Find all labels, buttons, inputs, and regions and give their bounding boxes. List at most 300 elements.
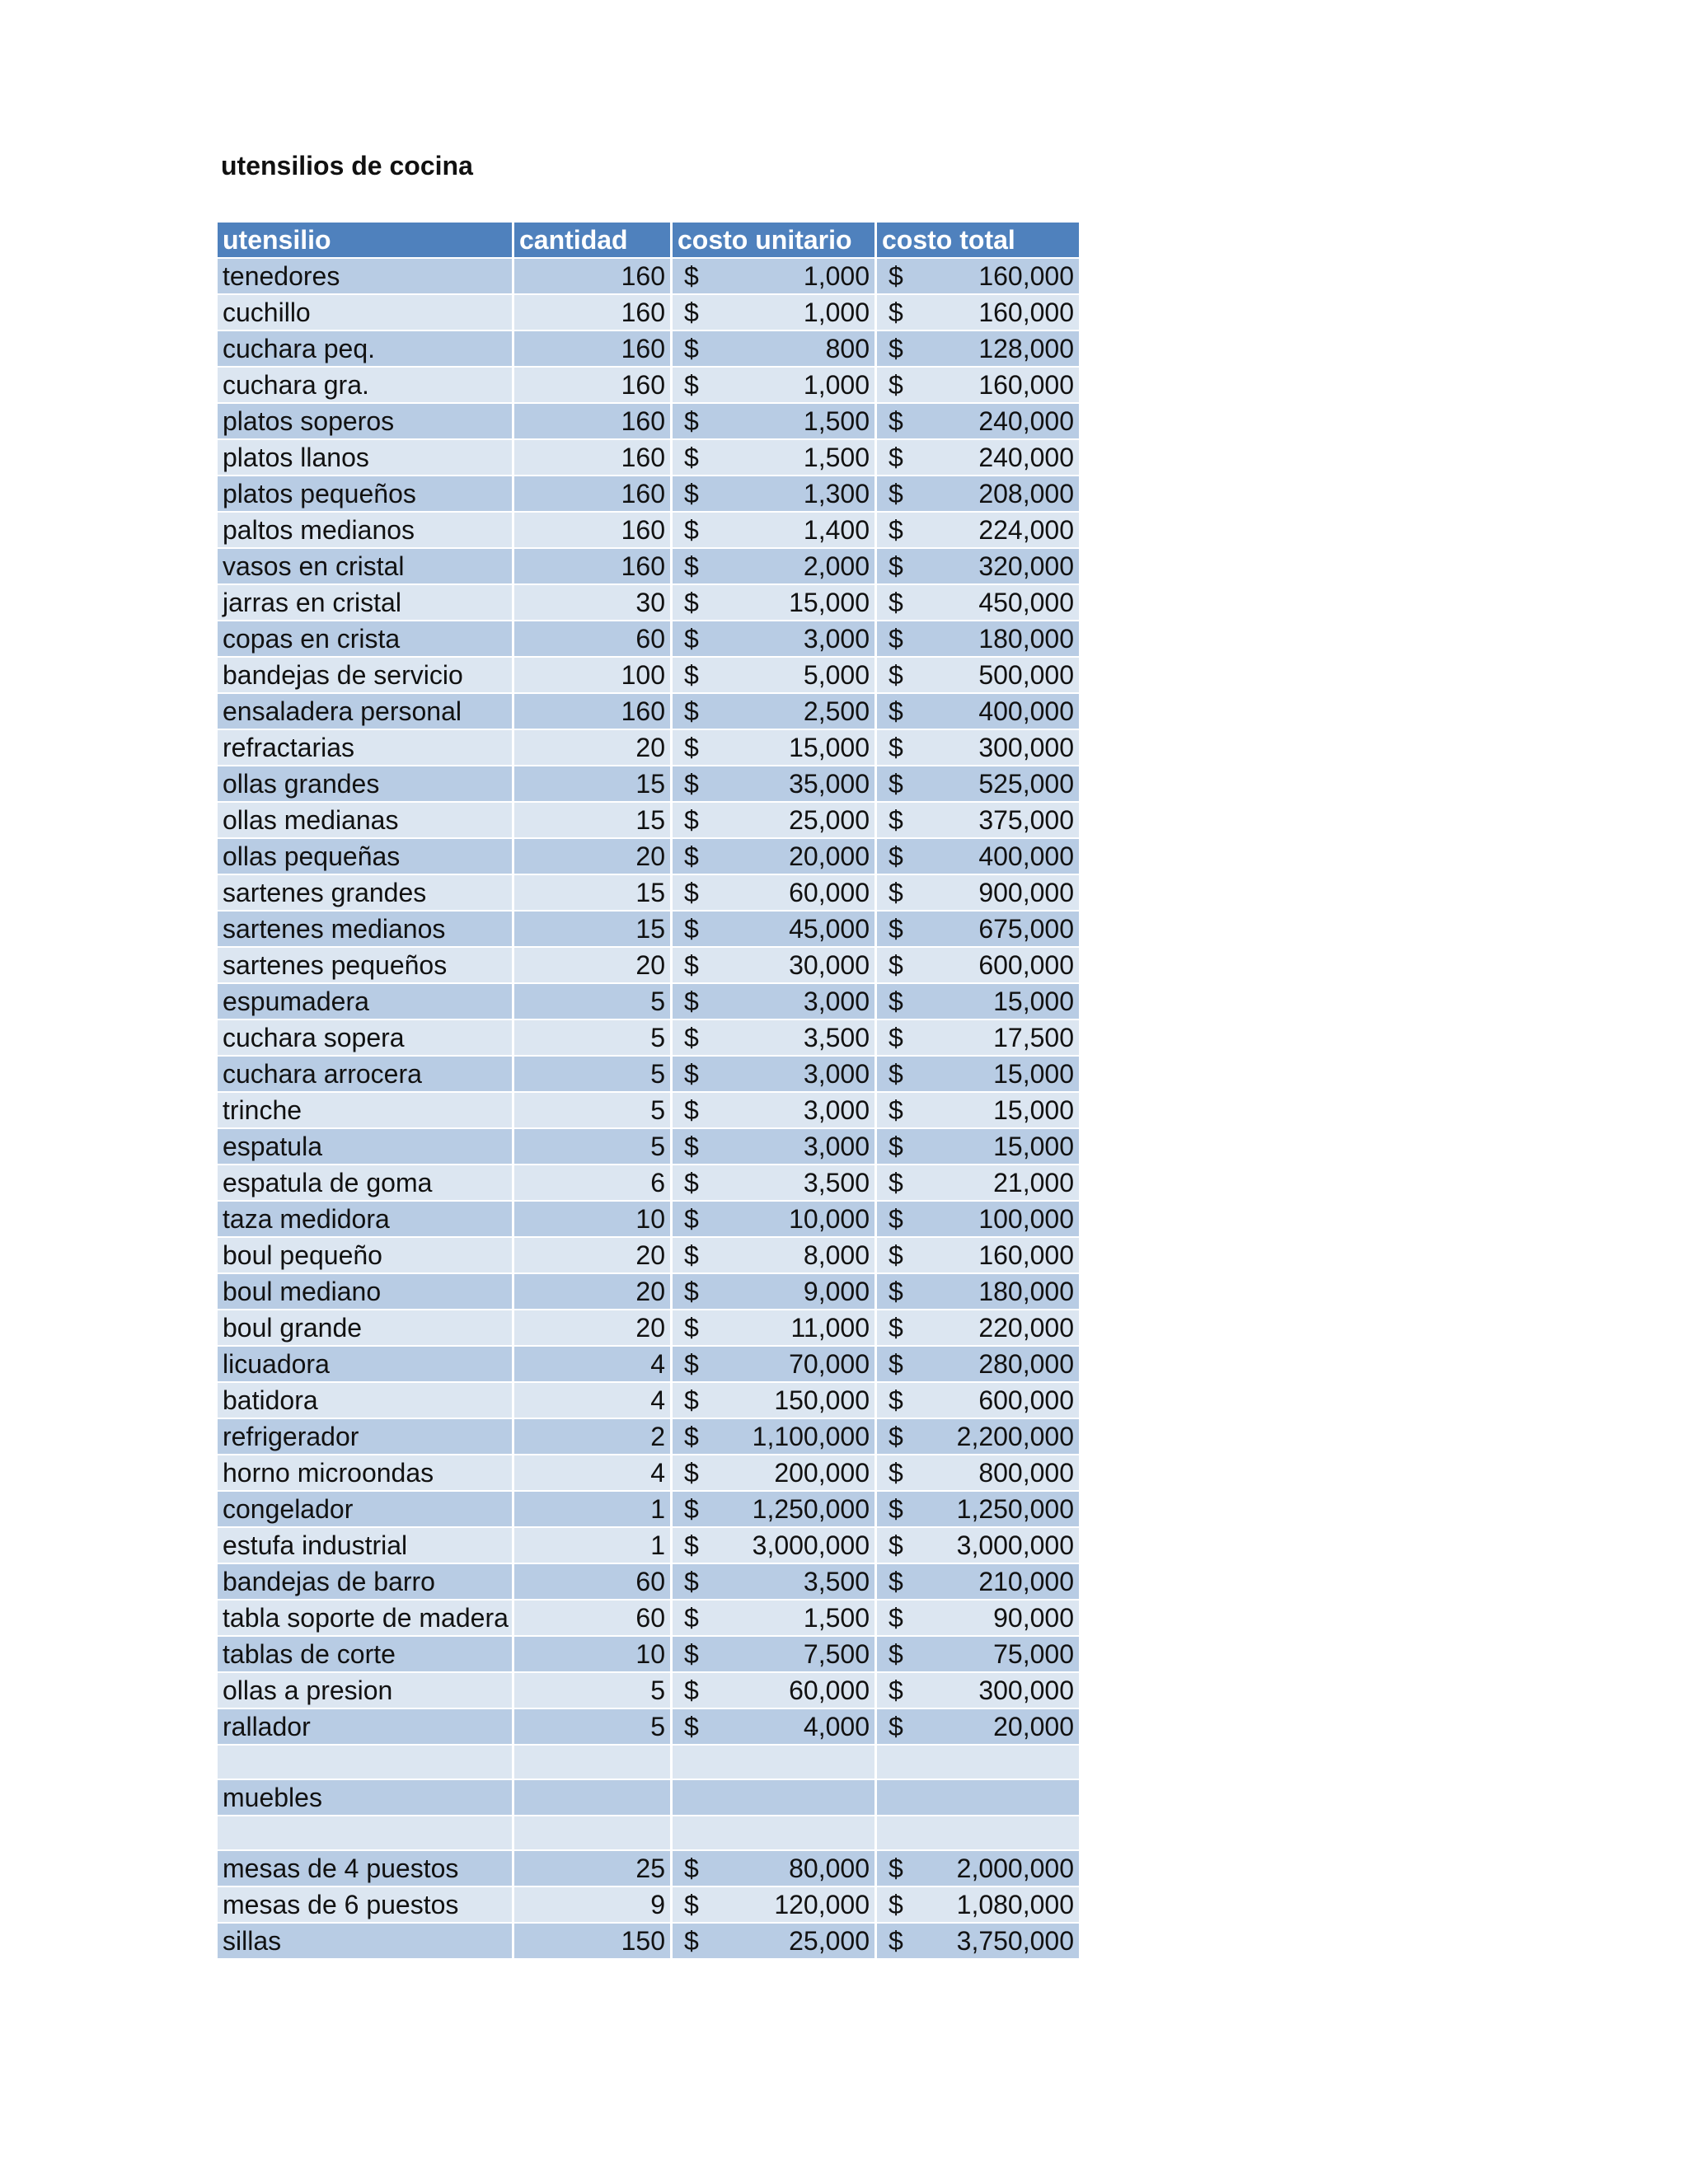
unit-cost-value: 35,000 — [789, 769, 870, 799]
cell-costo-unitario — [673, 1492, 877, 1528]
cell-utensilio: mesas de 4 puestos — [218, 1851, 514, 1887]
header-utensilio: utensilio — [218, 223, 514, 259]
cell-costo-unitario — [673, 621, 877, 658]
total-cost-value: 15,000 — [993, 1059, 1074, 1089]
table-row — [218, 1310, 1081, 1347]
cell-costo-total — [877, 912, 1081, 948]
cell-utensilio: mesas de 6 puestos — [218, 1887, 514, 1924]
cell-utensilio: refrigerador — [218, 1419, 514, 1455]
cell-cantidad: 150 — [514, 1924, 673, 1960]
cell-cantidad: 15 — [514, 912, 673, 948]
currency-symbol: $ — [684, 733, 699, 762]
cell-costo-total — [877, 766, 1081, 803]
cell-costo-total — [877, 1564, 1081, 1601]
table-row — [218, 1492, 1081, 1528]
currency-symbol: $ — [889, 1422, 903, 1451]
cell-costo-total — [877, 1780, 1081, 1816]
table-row — [218, 1709, 1081, 1746]
utensils-table — [218, 223, 1081, 1960]
total-cost-value: 128,000 — [978, 334, 1074, 363]
currency-symbol: $ — [889, 624, 903, 654]
cell-costo-total — [877, 658, 1081, 694]
cell-costo-total — [877, 1637, 1081, 1673]
table-row — [218, 658, 1081, 694]
table-row — [218, 1924, 1081, 1960]
cell-costo-total — [877, 1202, 1081, 1238]
table-row — [218, 1020, 1081, 1057]
table-row — [218, 259, 1081, 295]
table-row — [218, 839, 1081, 875]
currency-symbol: $ — [889, 1095, 903, 1125]
cell-costo-unitario — [673, 1129, 877, 1165]
table-row — [218, 1816, 1081, 1851]
unit-cost-value: 15,000 — [789, 588, 870, 617]
cell-costo-total — [877, 513, 1081, 549]
table-row — [218, 1419, 1081, 1455]
cell-costo-unitario — [673, 839, 877, 875]
cell-costo-total — [877, 1238, 1081, 1274]
currency-symbol: $ — [684, 1890, 699, 1919]
cell-costo-unitario — [673, 803, 877, 839]
cell-costo-total — [877, 1887, 1081, 1924]
cell-cantidad: 160 — [514, 513, 673, 549]
table-row — [218, 1093, 1081, 1129]
cell-costo-unitario — [673, 295, 877, 331]
cell-costo-unitario — [673, 1165, 877, 1202]
currency-symbol: $ — [889, 479, 903, 509]
currency-symbol: $ — [889, 1603, 903, 1633]
cell-utensilio: sartenes pequeños — [218, 948, 514, 984]
currency-symbol: $ — [889, 588, 903, 617]
cell-cantidad: 5 — [514, 1057, 673, 1093]
cell-utensilio — [218, 1816, 514, 1851]
currency-symbol: $ — [684, 370, 699, 400]
table-row — [218, 1057, 1081, 1093]
unit-cost-value: 3,000 — [803, 1095, 870, 1125]
table-row — [218, 295, 1081, 331]
currency-symbol: $ — [889, 841, 903, 871]
total-cost-value: 600,000 — [978, 950, 1074, 980]
cell-utensilio: trinche — [218, 1093, 514, 1129]
total-cost-value: 208,000 — [978, 479, 1074, 509]
currency-symbol: $ — [889, 1458, 903, 1488]
currency-symbol: $ — [889, 1277, 903, 1306]
cell-utensilio: ollas grandes — [218, 766, 514, 803]
cell-cantidad: 20 — [514, 948, 673, 984]
currency-symbol: $ — [684, 479, 699, 509]
currency-symbol: $ — [889, 950, 903, 980]
currency-symbol: $ — [684, 1712, 699, 1741]
unit-cost-value: 3,000 — [803, 987, 870, 1016]
cell-utensilio — [218, 1746, 514, 1780]
cell-costo-unitario — [673, 730, 877, 766]
cell-cantidad: 4 — [514, 1347, 673, 1383]
table-row — [218, 1347, 1081, 1383]
unit-cost-value: 30,000 — [789, 950, 870, 980]
unit-cost-value: 120,000 — [774, 1890, 870, 1919]
unit-cost-value: 150,000 — [774, 1385, 870, 1415]
total-cost-value: 3,750,000 — [956, 1926, 1074, 1956]
cell-costo-unitario — [673, 404, 877, 440]
currency-symbol: $ — [889, 1530, 903, 1560]
cell-costo-unitario — [673, 766, 877, 803]
cell-utensilio: platos llanos — [218, 440, 514, 476]
currency-symbol: $ — [889, 696, 903, 726]
cell-costo-unitario — [673, 1816, 877, 1851]
cell-cantidad: 20 — [514, 1274, 673, 1310]
total-cost-value: 400,000 — [978, 841, 1074, 871]
currency-symbol: $ — [889, 1926, 903, 1956]
unit-cost-value: 200,000 — [774, 1458, 870, 1488]
table-row — [218, 621, 1081, 658]
unit-cost-value: 1,400 — [803, 515, 870, 545]
table-row — [218, 1165, 1081, 1202]
cell-costo-total — [877, 803, 1081, 839]
cell-costo-unitario — [673, 948, 877, 984]
total-cost-value: 75,000 — [993, 1639, 1074, 1669]
cell-utensilio: sartenes grandes — [218, 875, 514, 912]
cell-cantidad: 5 — [514, 984, 673, 1020]
cell-cantidad: 15 — [514, 766, 673, 803]
currency-symbol: $ — [684, 1059, 699, 1089]
cell-costo-total — [877, 875, 1081, 912]
table-row — [218, 1637, 1081, 1673]
cell-utensilio: espumadera — [218, 984, 514, 1020]
currency-symbol: $ — [684, 805, 699, 835]
cell-cantidad — [514, 1746, 673, 1780]
currency-symbol: $ — [684, 1204, 699, 1234]
cell-utensilio: cuchillo — [218, 295, 514, 331]
cell-costo-unitario — [673, 331, 877, 368]
total-cost-value: 160,000 — [978, 1240, 1074, 1270]
unit-cost-value: 11,000 — [790, 1313, 870, 1343]
currency-symbol: $ — [889, 769, 903, 799]
cell-utensilio: espatula de goma — [218, 1165, 514, 1202]
cell-costo-unitario — [673, 1673, 877, 1709]
table-row — [218, 404, 1081, 440]
cell-cantidad: 60 — [514, 621, 673, 658]
cell-utensilio: sillas — [218, 1924, 514, 1960]
cell-costo-unitario — [673, 585, 877, 621]
currency-symbol: $ — [889, 1059, 903, 1089]
cell-cantidad: 25 — [514, 1851, 673, 1887]
cell-cantidad: 160 — [514, 404, 673, 440]
cell-cantidad: 5 — [514, 1093, 673, 1129]
total-cost-value: 280,000 — [978, 1349, 1074, 1379]
currency-symbol: $ — [684, 298, 699, 327]
cell-utensilio: cuchara gra. — [218, 368, 514, 404]
cell-utensilio: ollas pequeñas — [218, 839, 514, 875]
cell-costo-unitario — [673, 1887, 877, 1924]
cell-cantidad: 60 — [514, 1601, 673, 1637]
table-row — [218, 912, 1081, 948]
cell-costo-total — [877, 1274, 1081, 1310]
total-cost-value: 300,000 — [978, 733, 1074, 762]
cell-cantidad: 4 — [514, 1455, 673, 1492]
currency-symbol: $ — [889, 1712, 903, 1741]
cell-costo-unitario — [673, 1057, 877, 1093]
table-body — [218, 259, 1081, 1960]
table-row — [218, 1528, 1081, 1564]
currency-symbol: $ — [684, 334, 699, 363]
cell-cantidad: 160 — [514, 549, 673, 585]
cell-costo-unitario — [673, 1780, 877, 1816]
cell-utensilio: refractarias — [218, 730, 514, 766]
cell-utensilio: jarras en cristal — [218, 585, 514, 621]
table-row — [218, 331, 1081, 368]
total-cost-value: 800,000 — [978, 1458, 1074, 1488]
total-cost-value: 3,000,000 — [956, 1530, 1074, 1560]
cell-costo-unitario — [673, 694, 877, 730]
total-cost-value: 240,000 — [978, 406, 1074, 436]
currency-symbol: $ — [889, 1349, 903, 1379]
unit-cost-value: 5,000 — [803, 660, 870, 690]
cell-utensilio: cuchara peq. — [218, 331, 514, 368]
total-cost-value: 15,000 — [993, 1132, 1074, 1161]
currency-symbol: $ — [684, 1422, 699, 1451]
unit-cost-value: 1,250,000 — [752, 1494, 870, 1524]
total-cost-value: 20,000 — [993, 1712, 1074, 1741]
cell-costo-unitario — [673, 368, 877, 404]
currency-symbol: $ — [684, 1494, 699, 1524]
total-cost-value: 17,500 — [993, 1023, 1074, 1052]
currency-symbol: $ — [889, 1240, 903, 1270]
total-cost-value: 375,000 — [978, 805, 1074, 835]
currency-symbol: $ — [684, 1530, 699, 1560]
currency-symbol: $ — [684, 950, 699, 980]
cell-costo-total — [877, 549, 1081, 585]
cell-costo-total — [877, 259, 1081, 295]
cell-cantidad: 20 — [514, 1238, 673, 1274]
unit-cost-value: 45,000 — [789, 914, 870, 944]
cell-costo-total — [877, 476, 1081, 513]
cell-utensilio: paltos medianos — [218, 513, 514, 549]
cell-utensilio: licuadora — [218, 1347, 514, 1383]
currency-symbol: $ — [889, 370, 903, 400]
currency-symbol: $ — [889, 660, 903, 690]
table-row — [218, 440, 1081, 476]
currency-symbol: $ — [889, 298, 903, 327]
table-row — [218, 730, 1081, 766]
cell-cantidad: 15 — [514, 875, 673, 912]
cell-costo-unitario — [673, 912, 877, 948]
total-cost-value: 2,000,000 — [956, 1854, 1074, 1883]
unit-cost-value: 4,000 — [803, 1712, 870, 1741]
cell-costo-unitario — [673, 1093, 877, 1129]
total-cost-value: 900,000 — [978, 878, 1074, 907]
header-costo-unitario: costo unitario — [673, 223, 877, 259]
table-row — [218, 585, 1081, 621]
cell-cantidad: 160 — [514, 295, 673, 331]
cell-utensilio: copas en crista — [218, 621, 514, 658]
cell-utensilio: bandejas de barro — [218, 1564, 514, 1601]
cell-costo-unitario — [673, 1238, 877, 1274]
cell-costo-total — [877, 1455, 1081, 1492]
unit-cost-value: 1,000 — [803, 261, 870, 291]
cell-cantidad: 30 — [514, 585, 673, 621]
table-row — [218, 875, 1081, 912]
total-cost-value: 15,000 — [993, 1095, 1074, 1125]
cell-costo-unitario — [673, 1601, 877, 1637]
total-cost-value: 2,200,000 — [956, 1422, 1074, 1451]
cell-cantidad: 9 — [514, 1887, 673, 1924]
cell-costo-unitario — [673, 1419, 877, 1455]
cell-costo-total — [877, 1851, 1081, 1887]
cell-costo-total — [877, 404, 1081, 440]
cell-costo-unitario — [673, 1564, 877, 1601]
cell-costo-total — [877, 948, 1081, 984]
cell-costo-unitario — [673, 1528, 877, 1564]
total-cost-value: 675,000 — [978, 914, 1074, 944]
cell-costo-unitario — [673, 440, 877, 476]
currency-symbol: $ — [889, 551, 903, 581]
cell-utensilio: rallador — [218, 1709, 514, 1746]
cell-costo-unitario — [673, 1202, 877, 1238]
currency-symbol: $ — [889, 1567, 903, 1596]
currency-symbol: $ — [684, 515, 699, 545]
cell-costo-total — [877, 1709, 1081, 1746]
table-row — [218, 1851, 1081, 1887]
cell-cantidad: 15 — [514, 803, 673, 839]
total-cost-value: 450,000 — [978, 588, 1074, 617]
table-row — [218, 513, 1081, 549]
currency-symbol: $ — [684, 1675, 699, 1705]
header-cantidad: cantidad — [514, 223, 673, 259]
currency-symbol: $ — [889, 733, 903, 762]
cell-utensilio: estufa industrial — [218, 1528, 514, 1564]
table-row — [218, 1780, 1081, 1816]
unit-cost-value: 1,100,000 — [752, 1422, 870, 1451]
total-cost-value: 1,250,000 — [956, 1494, 1074, 1524]
cell-cantidad: 160 — [514, 259, 673, 295]
table-row — [218, 1601, 1081, 1637]
cell-utensilio: boul grande — [218, 1310, 514, 1347]
cell-cantidad: 60 — [514, 1564, 673, 1601]
cell-utensilio: tablas de corte — [218, 1637, 514, 1673]
cell-costo-total — [877, 331, 1081, 368]
cell-utensilio: boul pequeño — [218, 1238, 514, 1274]
cell-costo-unitario — [673, 984, 877, 1020]
cell-cantidad — [514, 1816, 673, 1851]
unit-cost-value: 1,500 — [803, 443, 870, 472]
total-cost-value: 1,080,000 — [956, 1890, 1074, 1919]
cell-cantidad: 2 — [514, 1419, 673, 1455]
unit-cost-value: 80,000 — [789, 1854, 870, 1883]
cell-costo-total — [877, 1673, 1081, 1709]
cell-cantidad — [514, 1780, 673, 1816]
currency-symbol: $ — [889, 878, 903, 907]
cell-utensilio: cuchara sopera — [218, 1020, 514, 1057]
currency-symbol: $ — [889, 515, 903, 545]
cell-cantidad: 10 — [514, 1637, 673, 1673]
unit-cost-value: 1,000 — [803, 370, 870, 400]
cell-cantidad: 5 — [514, 1709, 673, 1746]
cell-utensilio: bandejas de servicio — [218, 658, 514, 694]
total-cost-value: 220,000 — [978, 1313, 1074, 1343]
cell-utensilio: tabla soporte de madera — [218, 1601, 514, 1637]
cell-utensilio: platos pequeños — [218, 476, 514, 513]
unit-cost-value: 3,500 — [803, 1567, 870, 1596]
cell-costo-total — [877, 1924, 1081, 1960]
unit-cost-value: 3,000,000 — [752, 1530, 870, 1560]
cell-costo-total — [877, 839, 1081, 875]
cell-cantidad: 160 — [514, 694, 673, 730]
cell-costo-unitario — [673, 1020, 877, 1057]
unit-cost-value: 9,000 — [803, 1277, 870, 1306]
total-cost-value: 300,000 — [978, 1675, 1074, 1705]
unit-cost-value: 3,500 — [803, 1168, 870, 1197]
currency-symbol: $ — [889, 1854, 903, 1883]
cell-costo-total — [877, 1816, 1081, 1851]
cell-utensilio: tenedores — [218, 259, 514, 295]
cell-utensilio: sartenes medianos — [218, 912, 514, 948]
cell-cantidad: 5 — [514, 1673, 673, 1709]
cell-costo-unitario — [673, 1637, 877, 1673]
currency-symbol: $ — [889, 334, 903, 363]
cell-costo-unitario — [673, 1383, 877, 1419]
cell-cantidad: 20 — [514, 1310, 673, 1347]
unit-cost-value: 1,500 — [803, 1603, 870, 1633]
cell-cantidad: 5 — [514, 1020, 673, 1057]
table-row — [218, 766, 1081, 803]
unit-cost-value: 1,000 — [803, 298, 870, 327]
unit-cost-value: 25,000 — [789, 1926, 870, 1956]
currency-symbol: $ — [684, 406, 699, 436]
total-cost-value: 100,000 — [978, 1204, 1074, 1234]
cell-cantidad: 10 — [514, 1202, 673, 1238]
total-cost-value: 240,000 — [978, 443, 1074, 472]
total-cost-value: 21,000 — [993, 1168, 1074, 1197]
currency-symbol: $ — [889, 1494, 903, 1524]
table-row — [218, 1129, 1081, 1165]
sheet-title: utensilios de cocina — [221, 151, 473, 180]
cell-costo-unitario — [673, 1851, 877, 1887]
cell-costo-total — [877, 984, 1081, 1020]
cell-cantidad: 160 — [514, 476, 673, 513]
currency-symbol: $ — [684, 624, 699, 654]
cell-costo-total — [877, 694, 1081, 730]
currency-symbol: $ — [684, 1168, 699, 1197]
total-cost-value: 160,000 — [978, 261, 1074, 291]
unit-cost-value: 3,000 — [803, 1059, 870, 1089]
table-row — [218, 368, 1081, 404]
cell-costo-unitario — [673, 658, 877, 694]
total-cost-value: 180,000 — [978, 624, 1074, 654]
currency-symbol: $ — [684, 878, 699, 907]
cell-utensilio: boul mediano — [218, 1274, 514, 1310]
cell-costo-total — [877, 621, 1081, 658]
currency-symbol: $ — [684, 660, 699, 690]
cell-costo-total — [877, 1093, 1081, 1129]
unit-cost-value: 3,000 — [803, 624, 870, 654]
currency-symbol: $ — [684, 769, 699, 799]
currency-symbol: $ — [889, 443, 903, 472]
unit-cost-value: 7,500 — [803, 1639, 870, 1669]
table-row — [218, 1238, 1081, 1274]
total-cost-value: 500,000 — [978, 660, 1074, 690]
table-row — [218, 549, 1081, 585]
cell-costo-total — [877, 730, 1081, 766]
table-row — [218, 1746, 1081, 1780]
cell-utensilio: muebles — [218, 1780, 514, 1816]
cell-costo-total — [877, 1129, 1081, 1165]
table-row — [218, 1564, 1081, 1601]
currency-symbol: $ — [684, 551, 699, 581]
cell-utensilio: vasos en cristal — [218, 549, 514, 585]
currency-symbol: $ — [889, 1132, 903, 1161]
cell-costo-total — [877, 295, 1081, 331]
cell-costo-unitario — [673, 1746, 877, 1780]
